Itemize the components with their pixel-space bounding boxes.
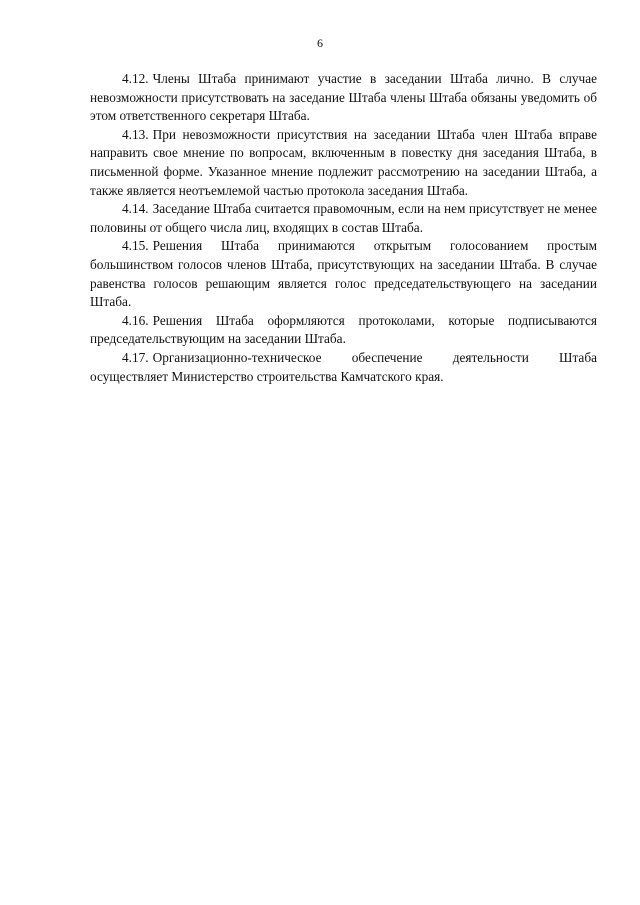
paragraph-number: 4.17. [122,349,149,365]
paragraph-number: 4.14. [122,201,149,217]
paragraph-text: При невозможности присутствия на заседании Штаба член Штаба вправе направить свое мнение по вопросам, включенным в повестку дня заседания Штаба, в письменной форме. Указанное мнение подлежит рассмотрению на заседании Штаба, а также является неотъемлемой частью протокола заседания Штаба. [90,126,597,198]
paragraph-number: 4.13. [122,126,149,142]
page-number: 6 [317,36,323,50]
paragraph-number: 4.15. [122,238,149,254]
paragraph-number: 4.16. [122,312,149,328]
paragraph-4-15 [90,237,597,311]
paragraph-4-16 [90,312,597,349]
paragraph-4-14 [90,200,597,237]
paragraph-4-17 [90,349,597,386]
paragraph-number: 4.12. [122,71,149,86]
paragraph-4-13 [90,126,597,200]
paragraph-text: Решения Штаба принимаются открытым голосованием простым большинством голосов членов Штаба, присутствующих на заседании Штаба. В случае равенства голосов решающим является голос председательствующего на заседании Штаба. [90,238,597,310]
paragraph-text: Решения Штаба оформляются протоколами, которые подписываются председательствующим на заседании Штаба. [90,312,597,347]
paragraph-4-12 [90,70,597,126]
paragraph-text: Члены Штаба принимают участие в заседании Штаба лично. В случае невозможности присутствовать на заседание Штаба члены Штаба обязаны уведомить об этом ответственного секретаря Штаба. [90,71,597,124]
document-body [90,70,597,386]
paragraph-text: Организационно-техническое обеспечение деятельности Штаба осуществляет Министерство строительства Камчатского края. [90,349,597,384]
paragraph-text: Заседание Штаба считается правомочным, если на нем присутствует не менее половины от общего числа лиц, входящих в состав Штаба. [90,201,597,235]
